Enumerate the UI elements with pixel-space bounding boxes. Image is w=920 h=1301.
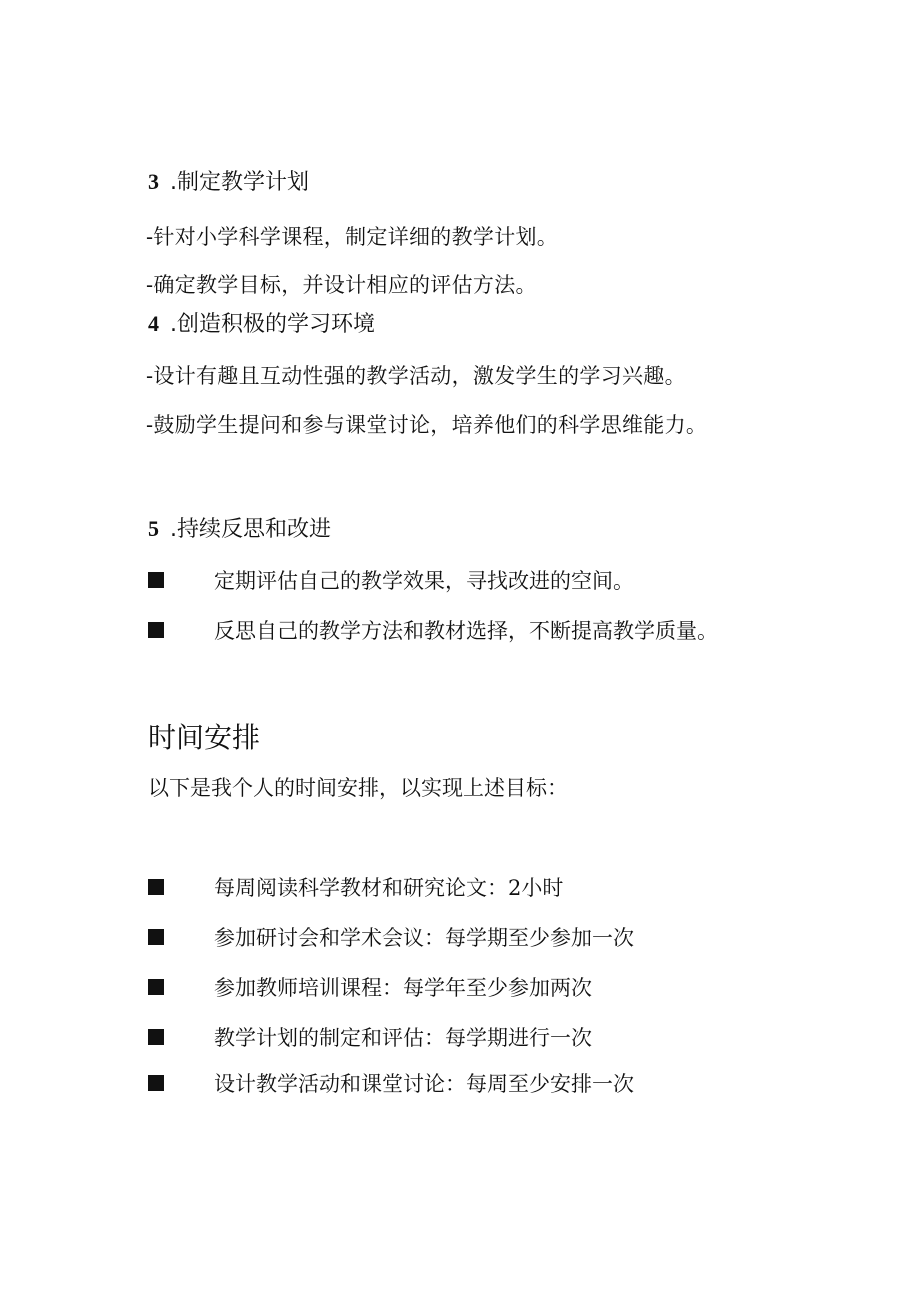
schedule-title: 时间安排 xyxy=(148,721,261,754)
bullet-text: 反思自己的教学方法和教材选择，不断提高教学质量。 xyxy=(214,619,718,643)
square-bullet-icon xyxy=(148,979,164,995)
schedule-item-4 xyxy=(148,1023,592,1053)
schedule-item-1 xyxy=(148,873,564,903)
square-bullet-icon xyxy=(148,929,164,945)
section-4-line-1: -设计有趣且互动性强的教学活动，激发学生的学习兴趣。 xyxy=(146,364,686,388)
section-3-line-1: -针对小学科学课程，制定详细的教学计划。 xyxy=(146,225,559,249)
section-3-line-2: -确定教学目标，并设计相应的评估方法。 xyxy=(146,273,537,297)
section-3-heading xyxy=(148,167,309,198)
section-5-bullet-1 xyxy=(148,566,634,596)
schedule-item-text: 每周阅读科学教材和研究论文：2小时 xyxy=(214,876,564,900)
schedule-item-3 xyxy=(148,973,592,1003)
schedule-item-text: 参加教师培训课程：每学年至少参加两次 xyxy=(214,976,592,1000)
square-bullet-icon xyxy=(148,1029,164,1045)
section-5-bullet-2 xyxy=(148,616,718,646)
section-4-number: 4 xyxy=(148,311,159,336)
section-4-heading xyxy=(148,309,375,340)
square-bullet-icon xyxy=(148,572,164,588)
schedule-intro: 以下是我个人的时间安排，以实现上述目标： xyxy=(148,776,568,800)
section-4-line-2: -鼓励学生提问和参与课堂讨论，培养他们的科学思维能力。 xyxy=(146,413,708,437)
square-bullet-icon xyxy=(148,879,164,895)
section-5-number: 5 xyxy=(148,516,159,541)
section-5-heading xyxy=(148,514,331,545)
schedule-item-text: 参加研讨会和学术会议：每学期至少参加一次 xyxy=(214,926,634,950)
section-5-title: .持续反思和改进 xyxy=(170,517,331,542)
square-bullet-icon xyxy=(148,1075,164,1091)
schedule-item-text: 设计教学活动和课堂讨论：每周至少安排一次 xyxy=(214,1072,634,1096)
section-3-title: .制定教学计划 xyxy=(170,170,309,195)
section-4-title: .创造积极的学习环境 xyxy=(170,312,375,337)
square-bullet-icon xyxy=(148,622,164,638)
section-3-number: 3 xyxy=(148,169,159,194)
schedule-item-2 xyxy=(148,923,634,953)
schedule-item-5 xyxy=(148,1069,634,1099)
schedule-item-text: 教学计划的制定和评估：每学期进行一次 xyxy=(214,1026,592,1050)
bullet-text: 定期评估自己的教学效果，寻找改进的空间。 xyxy=(214,569,634,593)
